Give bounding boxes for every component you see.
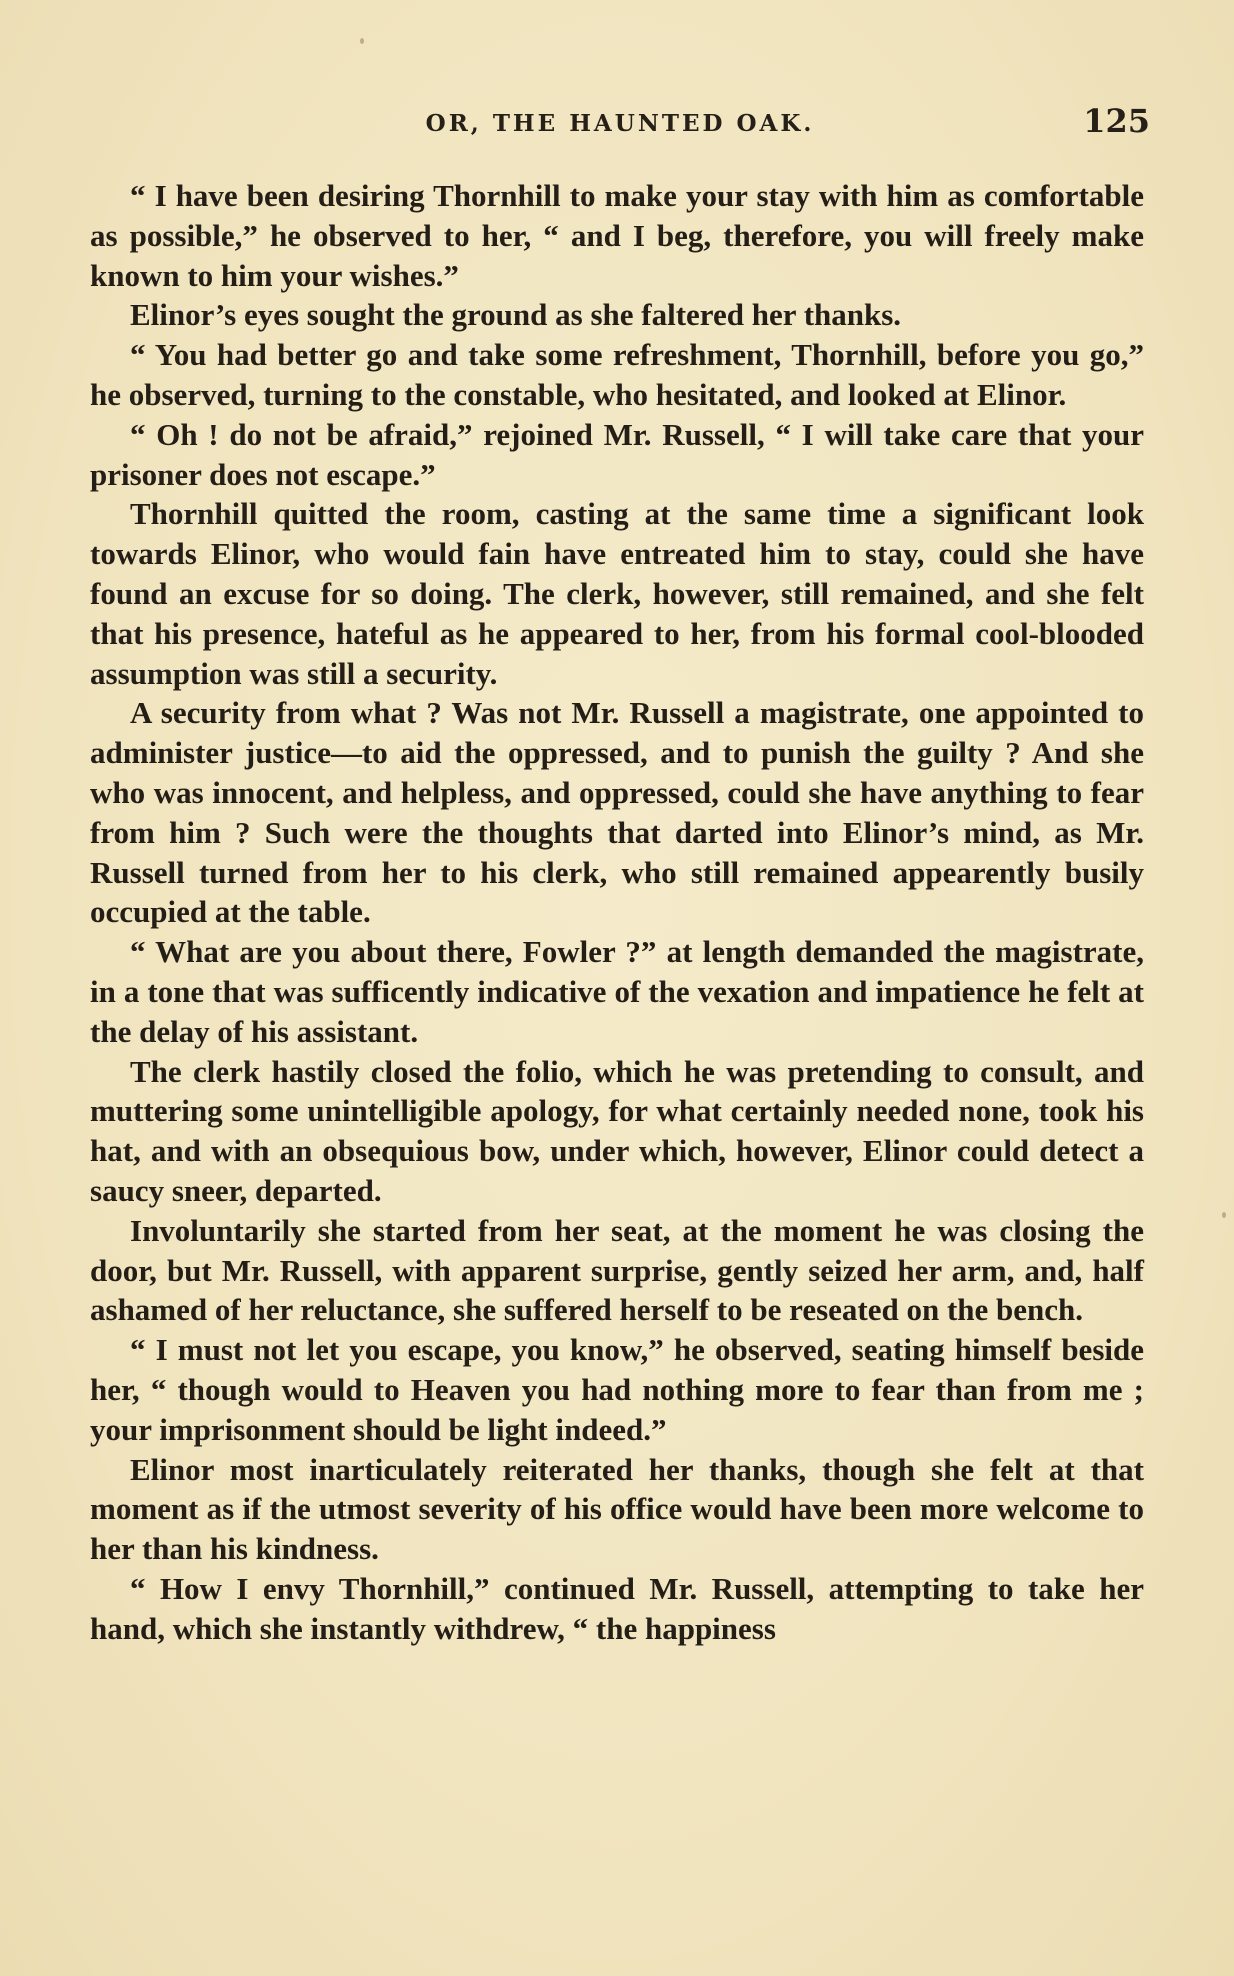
paragraph: “ I have been desiring Thornhill to make your stay with him as comfortable as possible,” he observed to her, “ and I beg, therefore, you will freely make known to him your wishes.” [90, 178, 1144, 293]
paper-speck [360, 38, 364, 44]
paragraph: Elinor’s eyes sought the ground as she faltered her thanks. [130, 297, 902, 333]
paragraph: The clerk hastily closed the folio, which he was pretending to consult, and muttering some unintelligible apology, for what certainly needed none, took his hat, and with an obsequious bow, under which, however, Elinor could detect a saucy sneer, departed. [90, 1053, 1144, 1208]
paragraph: Thornhill quitted the room, casting at the same time a significant look towards Elinor, who would fain have entreated him to stay, could she have found an excuse for so doing. The clerk, however, still remained, and she felt that his presence, hateful as he appeared to her, from his formal cool-blooded assumption was still a security. [90, 496, 1144, 691]
page-header [90, 100, 1150, 144]
running-head: OR, THE HAUNTED OAK. [425, 110, 815, 137]
paper-speck [1222, 1212, 1226, 1218]
paragraph: Involuntarily she started from her seat, at the moment he was closing the door, but Mr. Russell, with apparent surprise, gently seized her arm, and, half ashamed of her reluctance, she suffered herself to be reseated on the bench. [90, 1212, 1144, 1328]
paragraph: “ What are you about there, Fowler ?” at length demanded the magistrate, in a tone that was sufficently indicative of the vexation and impatience he felt at the delay of his assistant. [90, 934, 1144, 1049]
body-text [90, 176, 1144, 1648]
paragraph: “ Oh ! do not be afraid,” rejoined Mr. Russell, “ I will take care that your prisoner does not escape.” [90, 416, 1144, 492]
paragraph: A security from what ? Was not Mr. Russell a magistrate, one appointed to administer justice—to aid the oppressed, and to punish the guilty ? And she who was innocent, and helpless, and oppressed, could she have anything to fear from him ? Such were the thoughts that darted into Elinor’s mind, as Mr. Russell turned from her to his clerk, who still remained appearently busily occupied at the table. [90, 695, 1144, 930]
paragraph: Elinor most inarticulately reiterated her thanks, though she felt at that moment as if the utmost severity of his office would have been more welcome to her than his kindness. [90, 1451, 1144, 1567]
paragraph: “ I must not let you escape, you know,” he observed, seating himself beside her, “ though would to Heaven you had nothing more to fear than from me ; your imprisonment should be light indeed.” [90, 1332, 1144, 1447]
page-number: 125 [1083, 102, 1150, 140]
paragraph: “ You had better go and take some refreshment, Thornhill, before you go,” he observed, turning to the constable, who hesitated, and looked at Elinor. [90, 337, 1144, 412]
paragraph: “ How I envy Thornhill,” continued Mr. Russell, attempting to take her hand, which she instantly withdrew, “ the happiness [90, 1570, 1144, 1646]
